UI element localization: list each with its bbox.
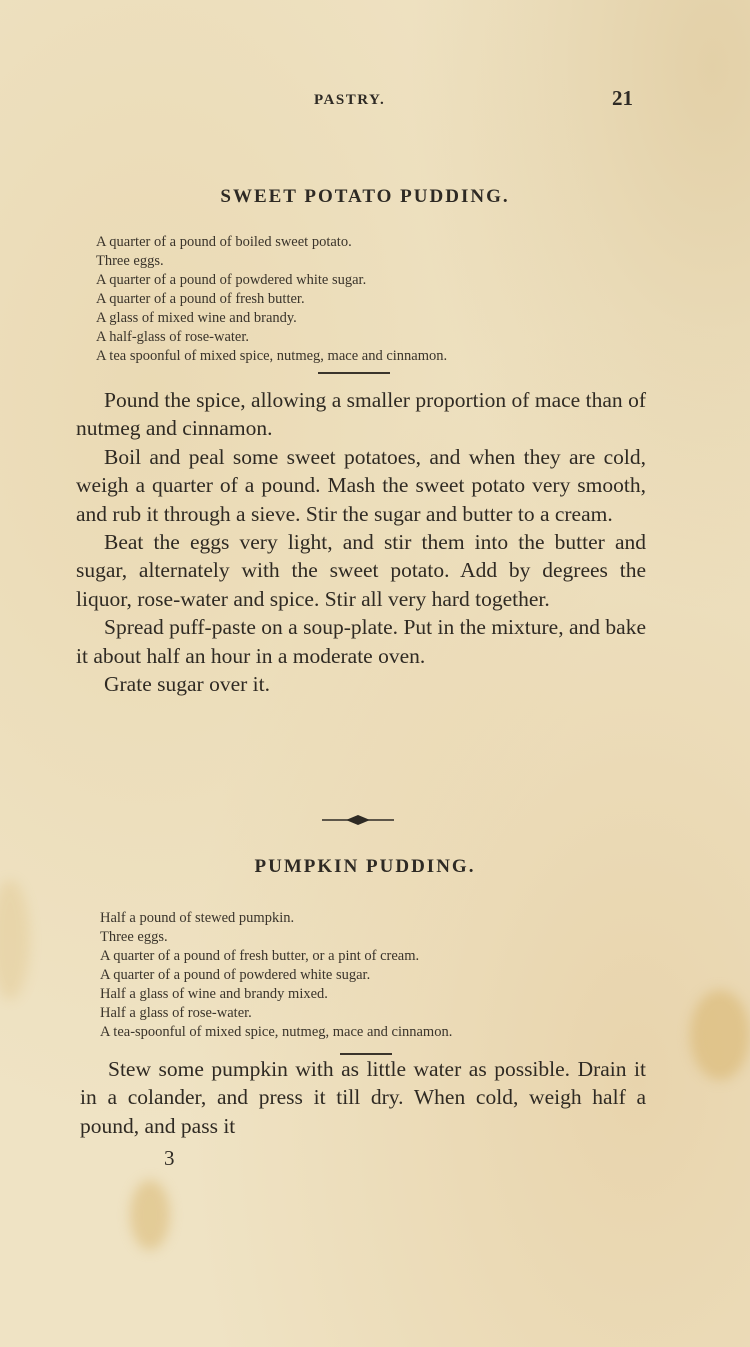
ingredient-item: Three eggs. bbox=[100, 929, 168, 945]
ingredient-item: Half a glass of wine and brandy mixed. bbox=[100, 986, 328, 1002]
recipe-title: PUMPKIN PUDDING. bbox=[254, 856, 476, 877]
ingredient-item: A quarter of a pound of powdered white sugar. bbox=[96, 272, 367, 288]
ingredient-item: A half-glass of rose-water. bbox=[96, 329, 250, 345]
instruction-paragraph: Pound the spice, allowing a smaller proportion of mace than of nutmeg and cinnamon. bbox=[76, 388, 646, 441]
instruction-paragraph: Stew some pumpkin with as little water as possible. Drain it in a colander, and press it till dry. When cold, weigh half a pound, and pass it bbox=[80, 1057, 646, 1138]
ingredient-item: A quarter of a pound of fresh butter, or a pint of cream. bbox=[100, 948, 420, 964]
signature-mark: 3 bbox=[164, 1146, 175, 1170]
ingredient-item: A quarter of a pound of powdered white sugar. bbox=[100, 967, 371, 983]
ingredient-item: A quarter of a pound of fresh butter. bbox=[96, 291, 305, 307]
paper-stain bbox=[690, 990, 750, 1080]
recipe-instructions bbox=[80, 1055, 646, 1140]
page-number: 21 bbox=[612, 86, 633, 110]
section-rule bbox=[318, 372, 390, 374]
page-header bbox=[0, 86, 750, 116]
ingredient-item: A tea-spoonful of mixed spice, nutmeg, mace and cinnamon. bbox=[100, 1024, 453, 1040]
ingredient-item: Half a glass of rose-water. bbox=[100, 1005, 252, 1021]
instruction-paragraph: Spread puff-paste on a soup-plate. Put in the mixture, and bake it about half an hour in a moderate oven. bbox=[76, 615, 646, 668]
ingredient-list bbox=[96, 233, 447, 366]
instruction-paragraph: Grate sugar over it. bbox=[104, 672, 270, 697]
instruction-paragraph: Beat the eggs very light, and stir them into the butter and sugar, alternately with the sweet potato. Add by degrees the liquor, rose-water and spice. Stir all very hard together. bbox=[76, 530, 646, 611]
ingredient-item: A glass of mixed wine and brandy. bbox=[96, 310, 297, 326]
ingredient-item: Three eggs. bbox=[96, 253, 164, 269]
ingredient-item: A quarter of a pound of boiled sweet potato. bbox=[96, 234, 352, 250]
recipe-instructions bbox=[76, 386, 646, 698]
instruction-paragraph: Boil and peal some sweet potatoes, and when they are cold, weigh a quarter of a pound. Mash the sweet potato very smooth, and rub it through a sieve. Stir the sugar and butter to a cream. bbox=[76, 444, 646, 526]
ingredient-list bbox=[100, 909, 452, 1042]
recipe-title: SWEET POTATO PUDDING. bbox=[220, 186, 510, 207]
ingredient-item: Half a pound of stewed pumpkin. bbox=[100, 910, 295, 926]
paper-stain bbox=[0, 880, 30, 1000]
ornament-divider bbox=[320, 813, 396, 827]
paper-stain bbox=[130, 1180, 170, 1250]
ingredient-item: A tea spoonful of mixed spice, nutmeg, mace and cinnamon. bbox=[96, 348, 448, 364]
running-head: PASTRY. bbox=[314, 92, 386, 108]
